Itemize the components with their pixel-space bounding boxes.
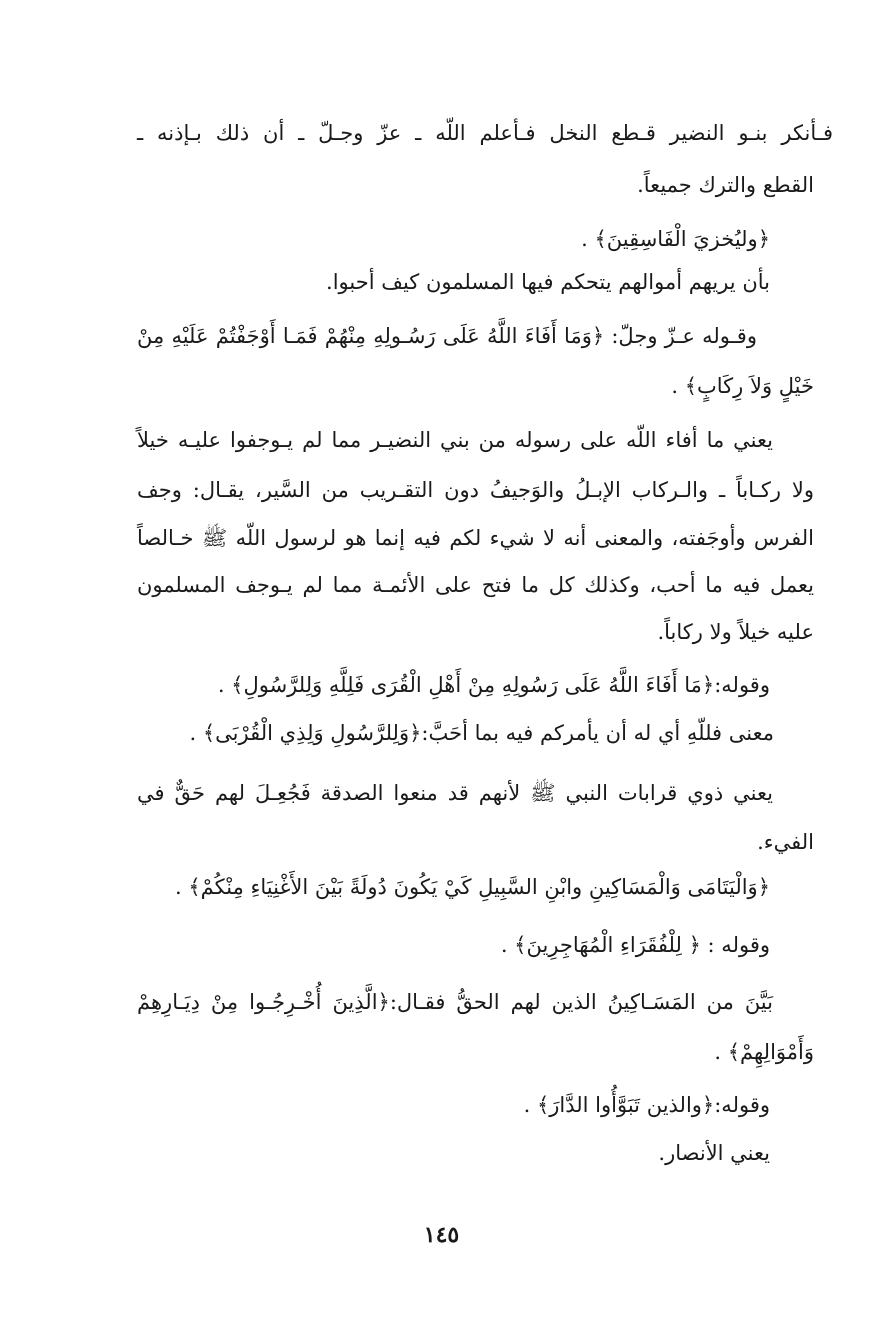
text-line: وقوله : ﴿ لِلْفُقَرَاءِ الْمُهَاجِرِينَ﴾ .: [500, 933, 770, 957]
text-line: معنى فللّهِ أي له أن يأمركم فيه بما أحَبَّ:﴿وَلِلرَّسُولِ وَلِذِي الْقُرْبَى﴾ .: [189, 721, 774, 745]
text-line: وقوله:﴿مَا أَفَاءَ اللَّهُ عَلَى رَسُولِهِ مِنْ أَهْلِ الْقُرَى فَلِلَّهِ وَلِلرَّسُولِ﴾ .: [217, 673, 770, 697]
text-line: الفيء.: [757, 830, 814, 854]
text-line: يعمل فيه ما أحب، وكذلك كل ما فتح على الأئمـة مما لم يـوجف المسلمون: [137, 573, 814, 597]
text-line: خَيْلٍ وَلاَ رِكَابٍ﴾ .: [671, 374, 814, 398]
page-number: ١٤٥: [423, 1222, 460, 1248]
text-line: يعني ذوي قرابات النبي ﷺ لأنهم قد منعوا الصدقة فَجُعِـلَ لهم حَقٌّ في: [137, 781, 773, 805]
text-line: الفرس وأوجَفته، والمعنى أنه لا شيء لكم فيه إنما هو لرسول اللّه ﷺ خـالصاً: [137, 526, 814, 550]
text-line: بَيَّنَ من المَسَـاكِينُ الذين لهم الحقُّ فقـال:﴿الَّذِينَ أُخْـرِجُـوا مِنْ دِيَـارِهِمْ: [137, 990, 773, 1014]
text-line: ولا ركـاباً ـ والـركاب الإبـلُ والوَجيفُ دون التقـريب من السَّير، يقـال: وجف: [137, 478, 815, 502]
text-line: عليه خيلاً ولا ركاباً.: [657, 620, 814, 644]
text-line: القطع والترك جميعاً.: [637, 173, 814, 197]
text-line: بأن يريهم أموالهم يتحكم فيها المسلمون كيف أحبوا.: [326, 270, 770, 294]
text-line: وَأَمْوَالِهِمْ﴾ .: [714, 1040, 814, 1064]
quran-verse-line: ﴿وَالْيَتَامَى وَالْمَسَاكِينِ وابْنِ السَّبِيلِ كَيْ يَكُونَ دُولَةً بَيْنَ الأَغْنِيَاءِ مِنْكُمْ﴾ .: [175, 875, 770, 899]
quran-verse-line: ﴿وليُخزيَ الْفَاسِقِينَ﴾ .: [581, 227, 770, 251]
text-line: فـأنكر بنـو النضير قـطع النخل فـأعلم اللّه ـ عزّ وجـلّ ـ أن ذلك بـإذنه ـ: [137, 121, 833, 145]
text-line: يعني ما أفاء اللّه على رسوله من بني النضيـر مما لم يـوجفوا عليـه خيلاً: [137, 428, 773, 452]
text-line: وقـوله عـزّ وجلّ: ﴿وَمَا أَفَاءَ اللَّهُ عَلَى رَسُـولِهِ مِنْهُمْ فَمَـا أَوْجَفْتُمْ عَلَيْهِ مِنْ: [137, 324, 757, 348]
text-line: وقوله:﴿والذين تَبَوَّأُوا الدَّارَ﴾ .: [523, 1093, 770, 1117]
text-line: يعني الأنصار.: [658, 1141, 770, 1165]
